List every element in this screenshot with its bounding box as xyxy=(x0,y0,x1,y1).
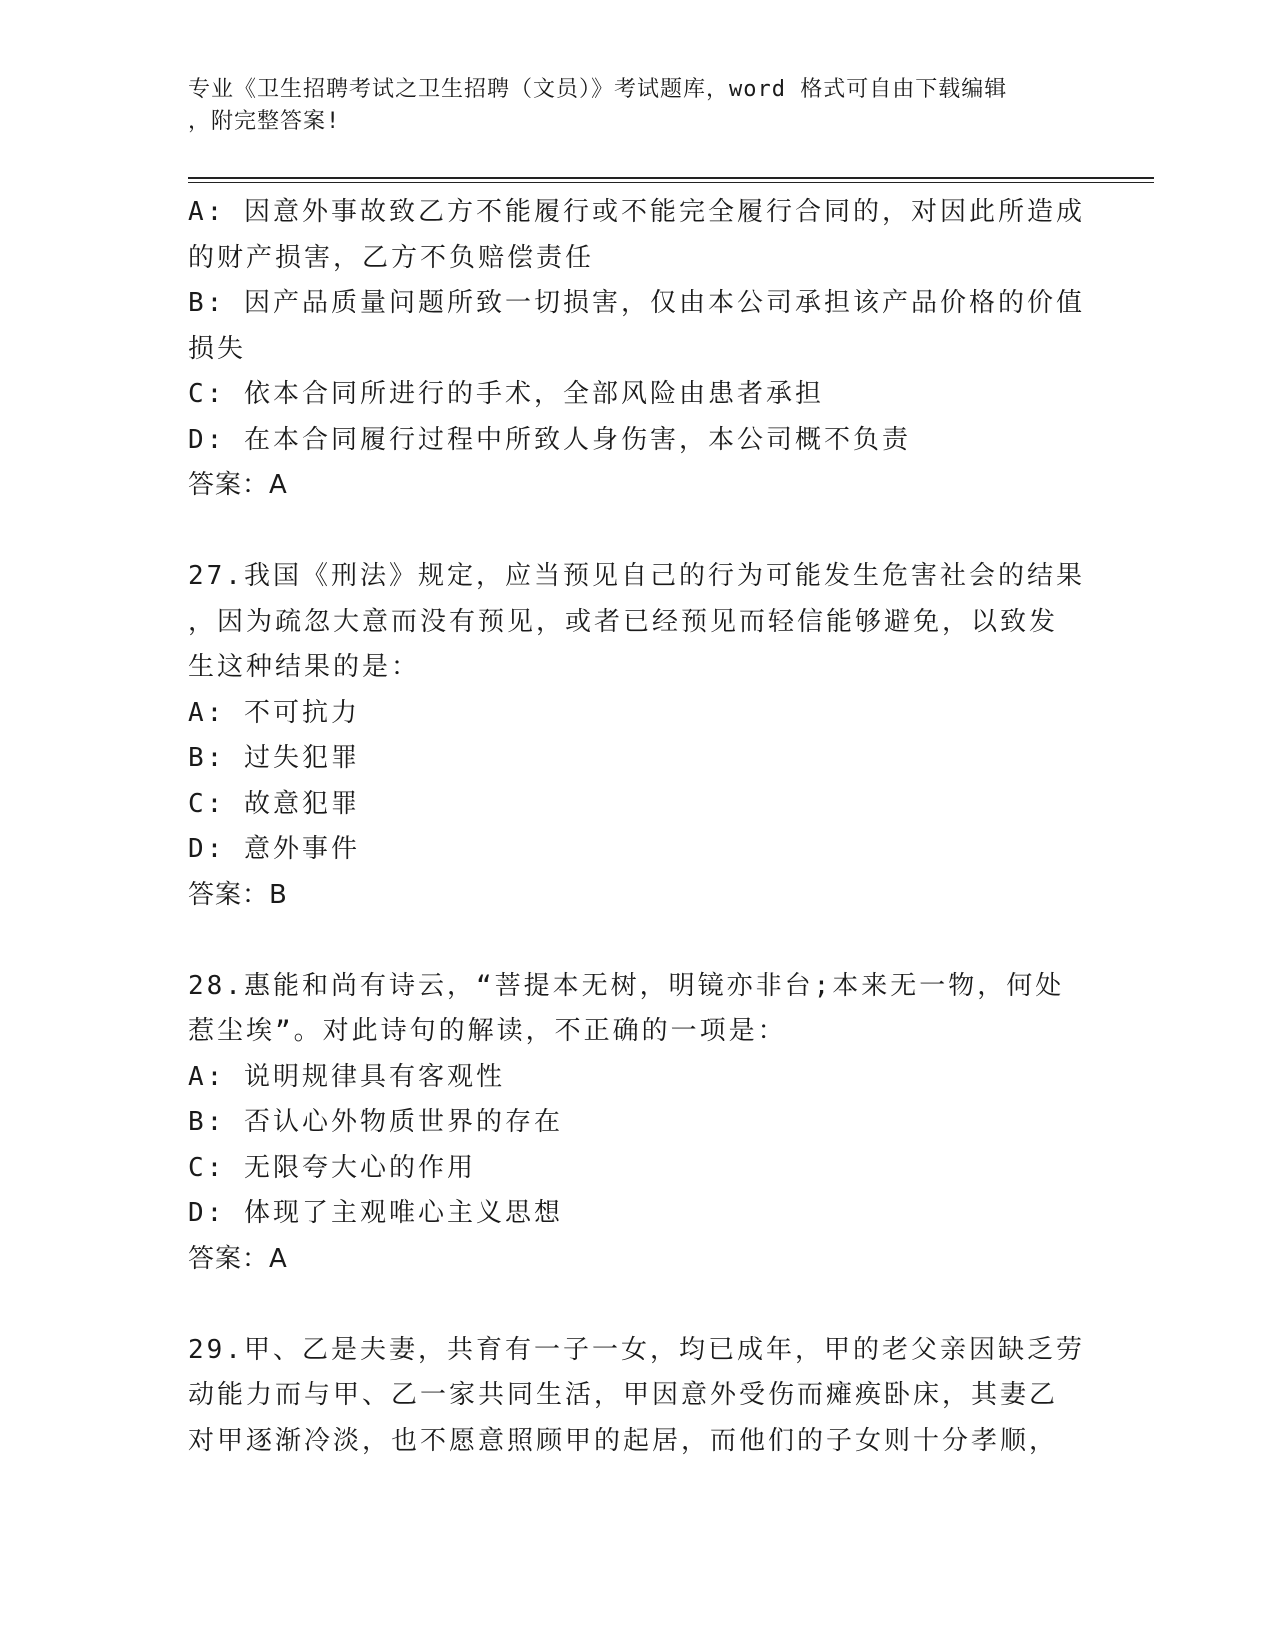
question-29 xyxy=(188,1328,1088,1465)
header-line-2: ，附完整答案! xyxy=(188,109,341,134)
q28-stem-line-1: 28.惠能和尚有诗云，“菩提本无树，明镜亦非台;本来无一物，何处 xyxy=(188,970,1065,1001)
question-28 xyxy=(188,964,1088,1283)
q28-option-a: A: 说明规律具有客观性 xyxy=(188,1061,505,1092)
q27-option-b: B: 过失犯罪 xyxy=(188,743,360,773)
question-26 xyxy=(188,190,1088,509)
q27-option-d: D: 意外事件 xyxy=(188,834,360,864)
q28-option-b: B: 否认心外物质世界的存在 xyxy=(188,1107,563,1137)
q26-option-a-line-2: 的财产损害，乙方不负赔偿责任 xyxy=(188,242,595,273)
q28-stem-line-2: 惹尘埃”。对此诗句的解读，不正确的一项是： xyxy=(188,1016,787,1046)
question-content xyxy=(188,190,1088,1464)
header-divider-thick xyxy=(188,177,1154,179)
q26-option-b-line-2: 损失 xyxy=(188,333,247,364)
q28-answer: 答案：A xyxy=(188,1243,288,1274)
q28-option-c: C: 无限夸大心的作用 xyxy=(188,1152,476,1183)
question-spacer xyxy=(188,1282,1088,1328)
q29-stem-line-2: 动能力而与甲、乙一家共同生活，甲因意外受伤而瘫痪卧床，其妻乙 xyxy=(188,1380,1059,1410)
q29-stem-line-1: 29.甲、乙是夫妻，共育有一子一女，均已成年，甲的老父亲因缺乏劳 xyxy=(188,1334,1085,1365)
document-header xyxy=(188,74,1068,138)
q26-answer: 答案：A xyxy=(188,470,288,500)
header-divider-thin xyxy=(188,182,1154,183)
q29-stem-line-3: 对甲逐渐冷淡，也不愿意照顾甲的起居，而他们的子女则十分孝顺， xyxy=(188,1425,1059,1456)
q26-option-a-line-1: A: 因意外事故致乙方不能履行或不能完全履行合同的，对因此所造成 xyxy=(188,197,1085,227)
question-27 xyxy=(188,554,1088,918)
q27-answer: 答案：B xyxy=(188,879,288,910)
header-line-1: 专业《卫生招聘考试之卫生招聘（文员）》考试题库，word 格式可自由下载编辑 xyxy=(188,77,1008,102)
q26-option-b-line-1: B: 因产品质量问题所致一切损害，仅由本公司承担该产品价格的价值 xyxy=(188,288,1085,318)
q28-option-d: D: 体现了主观唯心主义思想 xyxy=(188,1198,563,1228)
q27-option-c: C: 故意犯罪 xyxy=(188,788,360,819)
q26-option-c: C: 依本合同所进行的手术，全部风险由患者承担 xyxy=(188,379,824,409)
q27-stem-line-3: 生这种结果的是： xyxy=(188,652,421,682)
q27-option-a: A: 不可抗力 xyxy=(188,697,360,728)
q26-option-d: D: 在本合同履行过程中所致人身伤害，本公司概不负责 xyxy=(188,424,911,455)
question-spacer xyxy=(188,509,1088,555)
q27-stem-line-2: ，因为疏忽大意而没有预见，或者已经预见而轻信能够避免，以致发 xyxy=(188,606,1059,637)
q27-stem-line-1: 27.我国《刑法》规定，应当预见自己的行为可能发生危害社会的结果 xyxy=(188,561,1085,591)
question-spacer xyxy=(188,918,1088,964)
